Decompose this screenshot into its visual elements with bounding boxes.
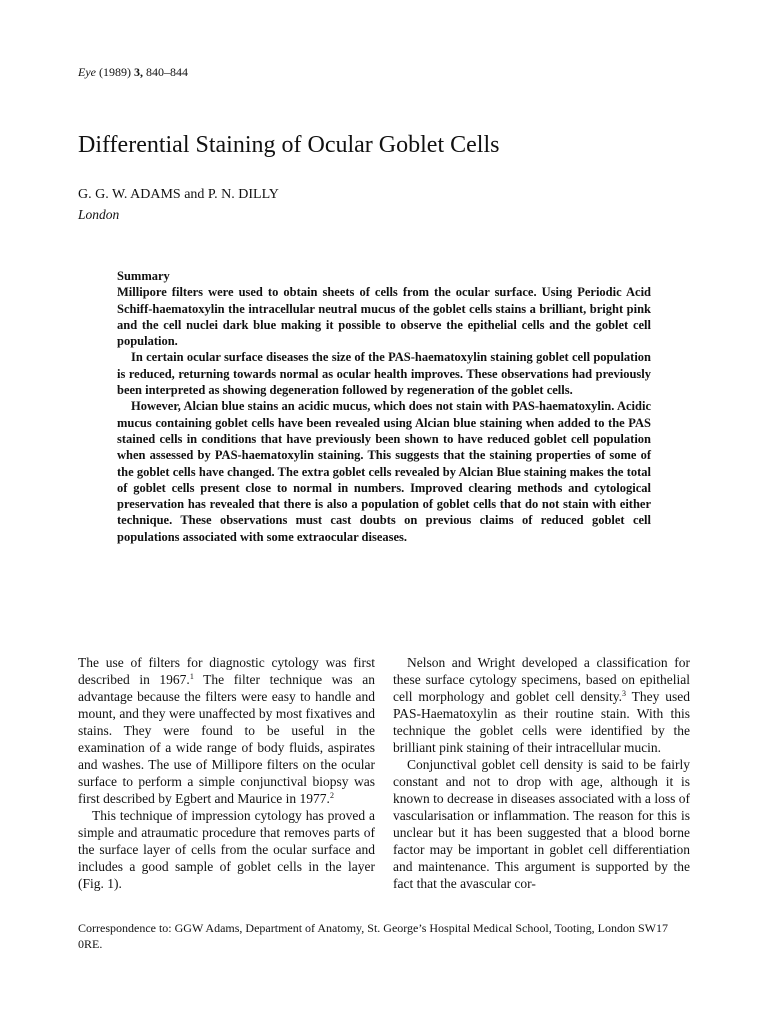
summary-section [117,268,651,545]
summary-paragraph: However, Alcian blue stains an acidic mucus, which does not stain with PAS-haematoxylin. Acidic mucus containing goblet cells have been revealed using Alcian blue staining when added to the PAS stained cells in conditions that have previously been shown to have reduced goblet cell population when assessed by PAS-haematoxylin staining. This suggests that the staining properties of some of the goblet cells have changed. The extra goblet cells revealed by Alcian Blue staining makes the total of goblet cells present close to normal in numbers. Improved clearing methods and cytological preservation has revealed that there is also a population of goblet cells that do not stain with either technique. These observations must cast doubts on previous claims of reduced goblet cell populations associated with some extraocular diseases. [117,399,651,544]
author-affiliation: London [78,207,120,222]
body-paragraph: Conjunctival goblet cell density is said to be fairly constant and not to drop with age, although it is known to decrease in diseases associated with a loss of vascularisation or inflammation. The reason for this is unclear but it has been suggested that a blood borne factor may be important in goblet cell differentiation and maintenance. This argument is supported by the fact that the avascular cor- [393,757,690,891]
journal-pages: 840–844 [145,65,188,79]
body-text: Nelson and Wright developed a classification for these surface cytology specimens, based on epithelial cell morphology and goblet cell density. [393,655,690,704]
body-column-right [393,654,690,892]
reference-marker: 3 [622,689,627,698]
journal-name: Eye [78,65,96,79]
article-title: Differential Staining of Ocular Goblet Cells [78,132,500,158]
summary-heading: Summary [117,269,170,283]
footnote-text: Correspondence to: GGW Adams, Department of Anatomy, St. George’s Hospital Medical School, Tooting, London SW17 0RE. [78,921,668,951]
body-paragraph [393,654,690,756]
body-text: They used PAS-Haematoxylin as their routine stain. With this technique the goblet cells were identified by the brilliant pink staining of their intracellular mucin. [393,689,690,755]
summary-paragraph: Millipore filters were used to obtain sheets of cells from the ocular surface. Using Periodic Acid Schiff-haematoxylin the intracellular neutral mucus of the goblet cells stains a brilliant, bright pink and the cell nuclei dark blue making it possible to observe the epithelial cells and the goblet cell population. [117,285,651,349]
journal-year: (1989) [98,65,131,79]
body-text: The filter technique was an advantage because the filters were easy to handle and mount, and they were unaffected by most fixatives and stains. They were found to be useful in the examination of a wide range of body fluids, aspirates and washes. The use of Millipore filters on the ocular surface to perform a simple conjunctival biopsy was first described by Egbert and Maurice in 1977. [78,672,375,806]
body-text: The use of filters for diagnostic cytology was first described in 1967. [78,655,375,687]
body-paragraph [78,654,375,807]
summary-paragraph: In certain ocular surface diseases the size of the PAS-haematoxylin staining goblet cell population is reduced, returning towards normal as ocular health improves. These observations had previously been interpreted as showing degeneration followed by regeneration of the goblet cells. [117,350,651,398]
journal-volume: 3, [133,65,143,79]
reference-marker: 1 [189,672,194,681]
correspondence-footnote [78,921,690,952]
body-column-left [78,654,375,892]
journal-citation [78,64,188,80]
body-paragraph: This technique of impression cytology has proved a simple and atraumatic procedure that removes parts of the surface layer of cells from the ocular surface and includes a good sample of goblet cells in the layer (Fig. 1). [78,808,375,891]
reference-marker: 2 [329,791,334,800]
author-list: G. G. W. ADAMS and P. N. DILLY [78,187,279,202]
